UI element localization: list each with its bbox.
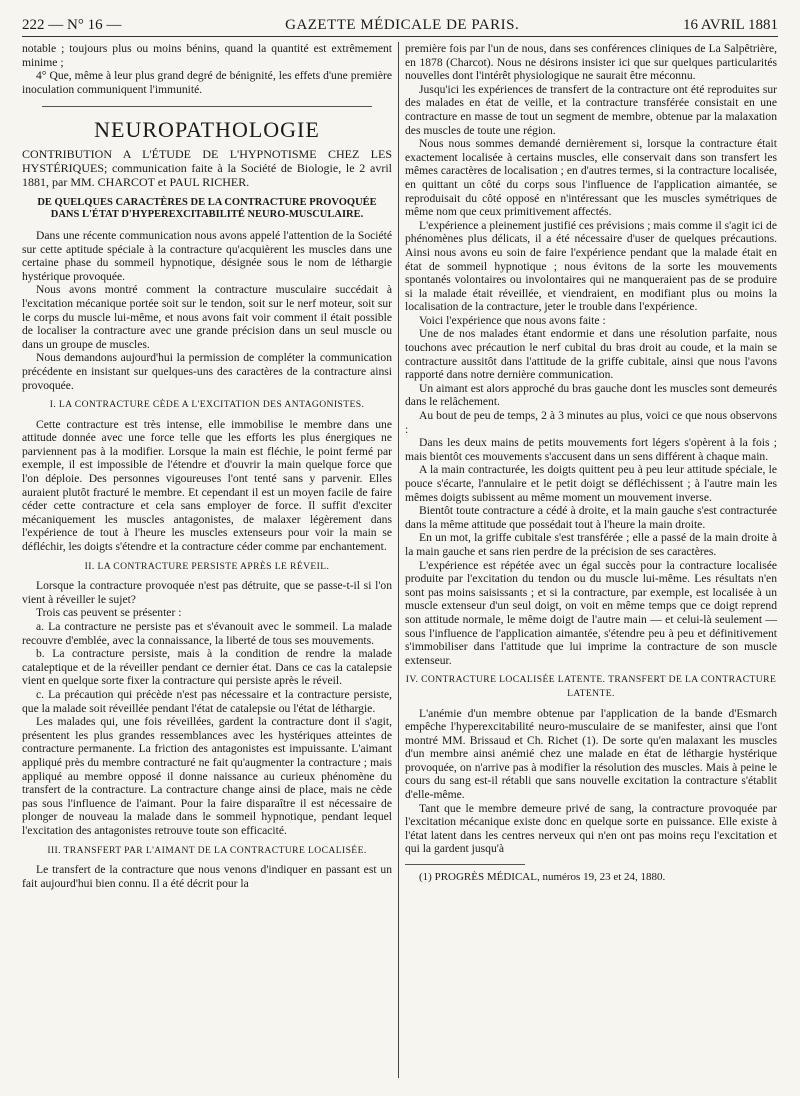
paragraph: Nous demandons aujourd'hui la permission de compléter la communication précédente en insistant sur quelques-uns des caractères de la contracture ainsi provoquée.: [22, 351, 392, 392]
subsection-heading: IV. CONTRACTURE LOCALISÉE LATENTE. TRANSFERT DE LA CONTRACTURE LATENTE.: [405, 674, 777, 699]
subsection-heading: III. TRANSFERT PAR L'AIMANT DE LA CONTRACTURE LOCALISÉE.: [47, 844, 367, 856]
paragraph: Trois cas peuvent se présenter :: [36, 606, 182, 620]
paragraph: Le transfert de la contracture que nous venons d'indiquer en passant est un fait aujourd'hui bien connu. Il a été décrit pour la: [22, 863, 392, 890]
paragraph: a. La contracture ne persiste pas et s'évanouit avec le sommeil. La malade recouvre d'emblée, avec la connaissance, la liberté de tous ses mouvements.: [22, 620, 392, 647]
paragraph: Un aimant est alors approché du bras gauche dont les muscles sont demeurés dans le relâchement.: [405, 381, 777, 409]
article-subheading: DE QUELQUES CARACTÈRES DE LA CONTRACTURE PROVOQUÉE DANS L'ÉTAT D'HYPEREXCITABILITÉ NEURO-MUSCULAIRE.: [37, 196, 377, 220]
paragraph: En un mot, la griffe cubitale s'est transférée ; elle a passé de la main droite à la main gauche et sans rien perdre de la précision de ses caractères.: [405, 531, 777, 558]
paragraph: notable ; toujours plus ou moins bénins, quand la quantité est extrêmement minime ;: [22, 42, 392, 69]
header-date: 16 AVRIL 1881: [682, 16, 778, 33]
subsection-heading: II. LA CONTRACTURE PERSISTE APRÈS LE RÉVEIL.: [84, 560, 330, 572]
paragraph: b. La contracture persiste, mais à la condition de rendre la malade cataleptique et de la réveiller pendant ce dernier état. Dans ce cas la catalepsie vient en quelque sorte fixer la contracture qui persiste après le réveil.: [22, 647, 392, 688]
paragraph: Lorsque la contracture provoquée n'est pas détruite, que se passe-t-il si l'on vient à réveiller le sujet?: [22, 579, 392, 606]
paragraph: A la main contracturée, les doigts quittent peu à peu leur attitude spéciale, le pouce s'écarte, l'annulaire et le petit doigt se défléchissent ; à l'autre main les mêmes doigts subissent au même moment un mouvement inverse.: [405, 463, 777, 504]
paragraph: Nous nous sommes demandé dernièrement si, lorsque la contracture était exactement localisée à certains muscles, elle conservait dans son transfert les mêmes caractères de localisation ; en d'autres termes, si la contracture localisée, en quittant un côté du corps sous l'influence de l'application aimantée, se reproduisait du côté opposé en n'intéressant que les muscles symétriques de même nom que ceux primitivement affectés.: [405, 137, 777, 219]
paragraph: Bientôt toute contracture a cédé à droite, et la main gauche s'est contracturée dans la même attitude que possédait tout à l'heure la main droite.: [405, 504, 777, 531]
paragraph: Tant que le membre demeure privé de sang, la contracture provoquée par l'excitation mécanique existe donc en quelque sorte en puissance. Elle existe à l'état latent dans les centres nerveux qui n'en ont pas moins reçu l'excitation et qui la gardent jusqu'à: [405, 801, 777, 856]
subsection-heading: I. LA CONTRACTURE CÈDE A L'EXCITATION DES ANTAGONISTES.: [49, 399, 365, 411]
paragraph: Dans les deux mains de petits mouvements fort légers s'opèrent à la fois ; mais bientôt ces mouvements s'accusent dans un sens différent à chaque main.: [405, 436, 777, 463]
paragraph: L'expérience est répétée avec un égal succès pour la contracture localisée produite par l'excitation du tendon ou du muscle lui-même. Les résultats n'en sont pas moins saisissants ; et si la contracture, par exemple, est localisée à un muscle extenseur d'un seul doigt, on voit en même temps que ce doigt reprend son attitude normale, le même doigt de l'autre main — et celui-là seulement — sous l'influence de l'application aimantée, s'étendre peu à peu et définitivement s'immobiliser dans l'attitude que lui imprime la contracture de son muscle extenseur.: [405, 558, 777, 667]
left-column: [22, 42, 392, 890]
paragraph: c. La précaution qui précède n'est pas nécessaire et la contracture persiste, que la malade soit réveillée pendant l'état de catalepsie ou l'état de léthargie.: [22, 687, 392, 715]
footnote: (1) PROGRÈS MÉDICAL, numéros 19, 23 et 24, 1880.: [419, 871, 666, 884]
paragraph: Jusqu'ici les expériences de transfert de la contracture ont été reproduites sur des malades en état de veille, et la contracture transférée consistait en une contracture en masse de tout un segment de membre, obtenue par la malaxation des muscles de toute une région.: [405, 82, 777, 137]
divider: [42, 106, 372, 107]
paragraph: Une de nos malades étant endormie et dans une résolution parfaite, nous touchons avec précaution le nerf cubital du bras droit au coude, et la main se contracture aussitôt dans l'attitude de la griffe cubitale, ainsi que nous l'avons rapporté dans notre dernière communication.: [405, 327, 777, 382]
paragraph: Nous avons montré comment la contracture musculaire succédait à l'excitation mécanique portée soit sur le tendon, soit sur le nerf moteur, soit sur le corps du muscle lui-même, et nous avons fait voir comment il était possible de localiser la contracture avec une grande précision dans un seul muscle ou dans un groupe de muscles.: [22, 283, 392, 351]
right-column: [405, 42, 777, 884]
paragraph: Voici l'expérience que nous avons faite :: [419, 313, 606, 327]
header-page-number: 222 — N° 16 —: [22, 16, 122, 33]
page-header: [22, 14, 778, 37]
paragraph: Les malades qui, une fois réveillées, gardent la contracture dont il s'agit, présentent les plus grandes ressemblances avec les hystériques atteintes de contracture permanente. La friction des antagonistes est impuissante. L'aimant appliqué près du membre contracturé ne fait qu'augmenter la contracture ; mais appliqué au membre opposé il donne naissance au curieux phénomène du transfert de la contracture. La contracture change ainsi de place, mais ne cède pas sous l'influence de l'aimant. Pour la faire disparaître il est nécessaire de plonger de nouveau la malade dans le sommeil hypnotique, pendant lequel l'excitation des antagonistes retrouve toute son efficacité.: [22, 715, 392, 837]
paragraph: L'expérience a pleinement justifié ces prévisions ; mais comme il s'agit ici de phénomènes plus délicats, il a été nécessaire d'user de quelques précautions. Ainsi nous avons eu soin de faire l'expérience pendant que la malade était en état de sommeil hypnotique ; nous évitons de la sorte les mouvements spontanés volontaires ou involontaires qui ne manqueraient pas de se produire si la malade était réveillée, et viendraient, en modifiant plus ou moins la localisation de la contracture, jeter le trouble dans l'expérience.: [405, 218, 777, 314]
paragraph: Dans une récente communication nous avons appelé l'attention de la Société sur cette aptitude spéciale à la contracture qu'acquièrent les muscles dans une certaine phase du sommeil hypnotique, désignée sous le nom de léthargie hystérique provoquée.: [22, 228, 392, 283]
article-lead: CONTRIBUTION A L'ÉTUDE DE L'HYPNOTISME CHEZ LES HYSTÉRIQUES; communication faite à la Société de Biologie, le 2 avril 1881, par MM. CHARCOT et PAUL RICHER.: [22, 146, 392, 189]
paragraph: L'anémie d'un membre obtenue par l'application de la bande d'Esmarch empêche l'hyperexcitabilité neuro-musculaire de se manifester, ainsi que l'ont montré MM. Brissaud et Ch. Richet (1). De sorte qu'en malaxant les muscles d'un membre ainsi anémié chez une malade en état de léthargie hystérique provoquée, on n'arrive pas à modifier la résolution des muscles. Mais à peine le cours du sang est-il rétabli que sans nouvelle excitation la contracture s'établit d'elle-même.: [405, 706, 777, 802]
paragraph: 4° Que, même à leur plus grand degré de bénignité, les effets d'une première inoculation communiquent l'immunité.: [22, 69, 392, 96]
header-journal-title: GAZETTE MÉDICALE DE PARIS.: [285, 16, 520, 33]
paragraph: Au bout de peu de temps, 2 à 3 minutes au plus, voici ce que nous observons :: [405, 409, 777, 436]
section-title: NEUROPATHOLOGIE: [94, 117, 320, 143]
paragraph: Cette contracture est très intense, elle immobilise le membre dans une attitude donnée avec une force telle que les efforts les plus énergiques ne parviennent pas à la modifier. Lorsque la main est fléchie, le point fermé par exemple, il est impossible de l'étendre et d'ouvrir la main quelque force que l'on déploie. Des personnes vigoureuses l'ont tenté sans y parvenir. Elles auraient plutôt fracturé le membre. Et cependant il est un moyen facile de faire céder cette contracture et cela sans employer de force. Il suffit d'exciter mécaniquement les muscles antagonistes, de malaxer légèrement dans l'expérience de tout à l'heure les muscles extenseurs pour voir la main se défléchir, les doigts s'étendre et la contracture céder comme par enchantement.: [22, 417, 392, 554]
paragraph: première fois par l'un de nous, dans ses conférences cliniques de La Salpêtrière, en 1878 (Charcot). Nous ne désirons insister ici que sur quelques particularités nouvelles dont l'intérêt physiologique ne saurait être méconnu.: [405, 42, 777, 83]
column-divider: [398, 42, 399, 1078]
footnote-divider: [405, 864, 525, 865]
